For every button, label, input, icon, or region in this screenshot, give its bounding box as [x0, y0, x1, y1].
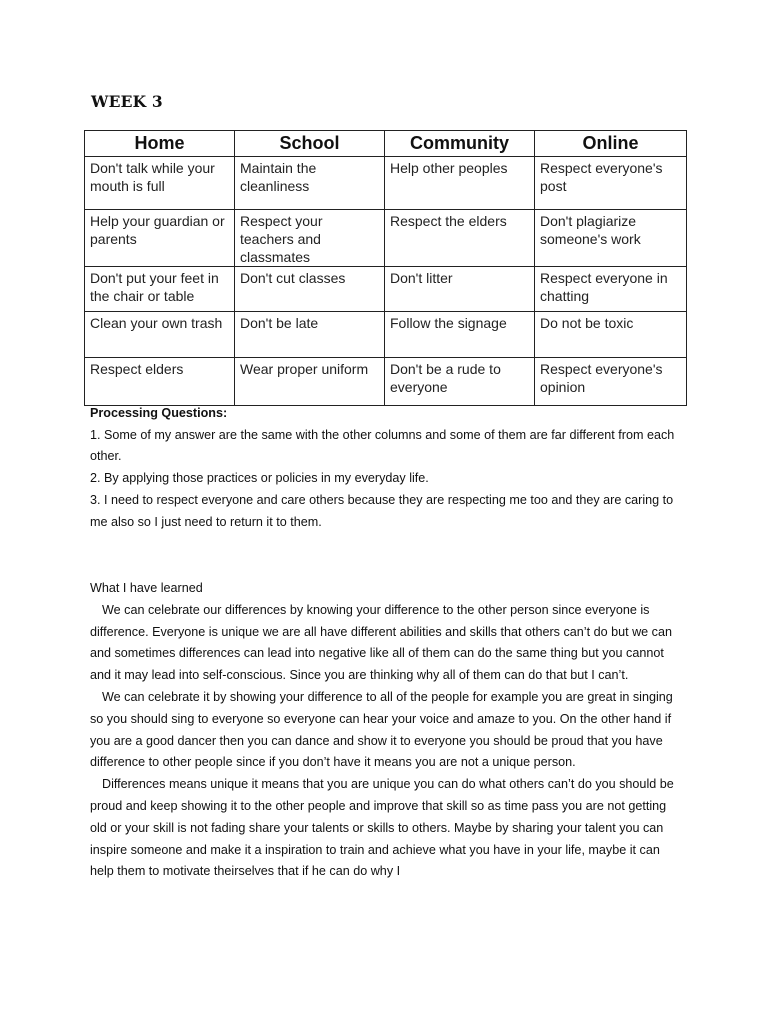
table-cell: Don't cut classes: [235, 267, 385, 312]
table-cell: Don't be a rude to everyone: [385, 358, 535, 406]
table-cell: Don't be late: [235, 312, 385, 358]
answer-1: 1. Some of my answer are the same with the other columns and some of them are far different from each other.: [90, 427, 675, 464]
table-row: [85, 312, 687, 358]
column-header-online: Online: [535, 131, 687, 157]
table-cell: Respect elders: [85, 358, 235, 406]
table-row: [85, 157, 687, 210]
answer-2: 2. By applying those practices or policies in my everyday life.: [90, 471, 429, 486]
table-cell: Wear proper uniform: [235, 358, 385, 406]
table-cell: Maintain the cleanliness: [235, 157, 385, 210]
table-cell: Don't put your feet in the chair or table: [85, 267, 235, 312]
learned-paragraph-3: Differences means unique it means that you are unique you can do what others can’t do you should be proud and keep showing it to the other people and improve that skill so as time pass you are not getting old or your skill is not fading share your talents or skills to others. Maybe by sharing your talent you can inspire someone and make it a inspiration to train and achieve what you have in your life, maybe it can help them to motivate theirselves that if he can do why I: [90, 777, 674, 879]
answer-3: 3. I need to respect everyone and care others because they are respecting me too and they are caring to me also so I just need to return it to them.: [90, 492, 674, 529]
column-header-community: Community: [385, 131, 535, 157]
table-cell: Do not be toxic: [535, 312, 687, 358]
table-row: [85, 358, 687, 406]
column-header-home: Home: [85, 131, 235, 157]
table-cell: Don't talk while your mouth is full: [85, 157, 235, 210]
processing-questions-heading: Processing Questions:: [90, 406, 228, 420]
table-cell: Respect everyone's opinion: [535, 358, 687, 406]
processing-questions-section: [90, 403, 680, 533]
column-header-school: School: [235, 131, 385, 157]
week-title: WEEK 3: [91, 92, 163, 111]
table-cell: Respect everyone in chatting: [535, 267, 687, 312]
practices-table: [84, 130, 687, 406]
table-row: [85, 267, 687, 312]
table-cell: Respect everyone's post: [535, 157, 687, 210]
table-cell: Help other peoples: [385, 157, 535, 210]
table-cell: Respect the elders: [385, 210, 535, 267]
table-cell: Respect your teachers and classmates: [235, 210, 385, 267]
table-cell: Clean your own trash: [85, 312, 235, 358]
learned-paragraph-1: We can celebrate our differences by knowing your difference to the other person since everyone is difference. Everyone is unique we are all have different abilities and skills that others can’t do but we can and sometimes differences can lead into negative like all of them can do the same thing but you cannot and it may lead into self-conscious. Since you are thinking why all of them can do that but I can’t.: [90, 602, 672, 683]
learned-heading: What I have learned: [90, 581, 203, 595]
learned-paragraph-2: We can celebrate it by showing your difference to all of the people for example you are great in singing so you should sing to everyone so everyone can hear your voice and amaze to you. On the other hand if you are a good dancer then you can dance and show it to everyone you should be proud that you have difference to other people since if you don’t have it means you are not a unique person.: [90, 689, 673, 770]
table-cell: Don't plagiarize someone's work: [535, 210, 687, 267]
table-cell: Follow the signage: [385, 312, 535, 358]
table-cell: Don't litter: [385, 267, 535, 312]
what-i-have-learned-section: [90, 578, 680, 883]
table-row: [85, 210, 687, 267]
table-header-row: [85, 131, 687, 157]
table-cell: Help your guardian or parents: [85, 210, 235, 267]
